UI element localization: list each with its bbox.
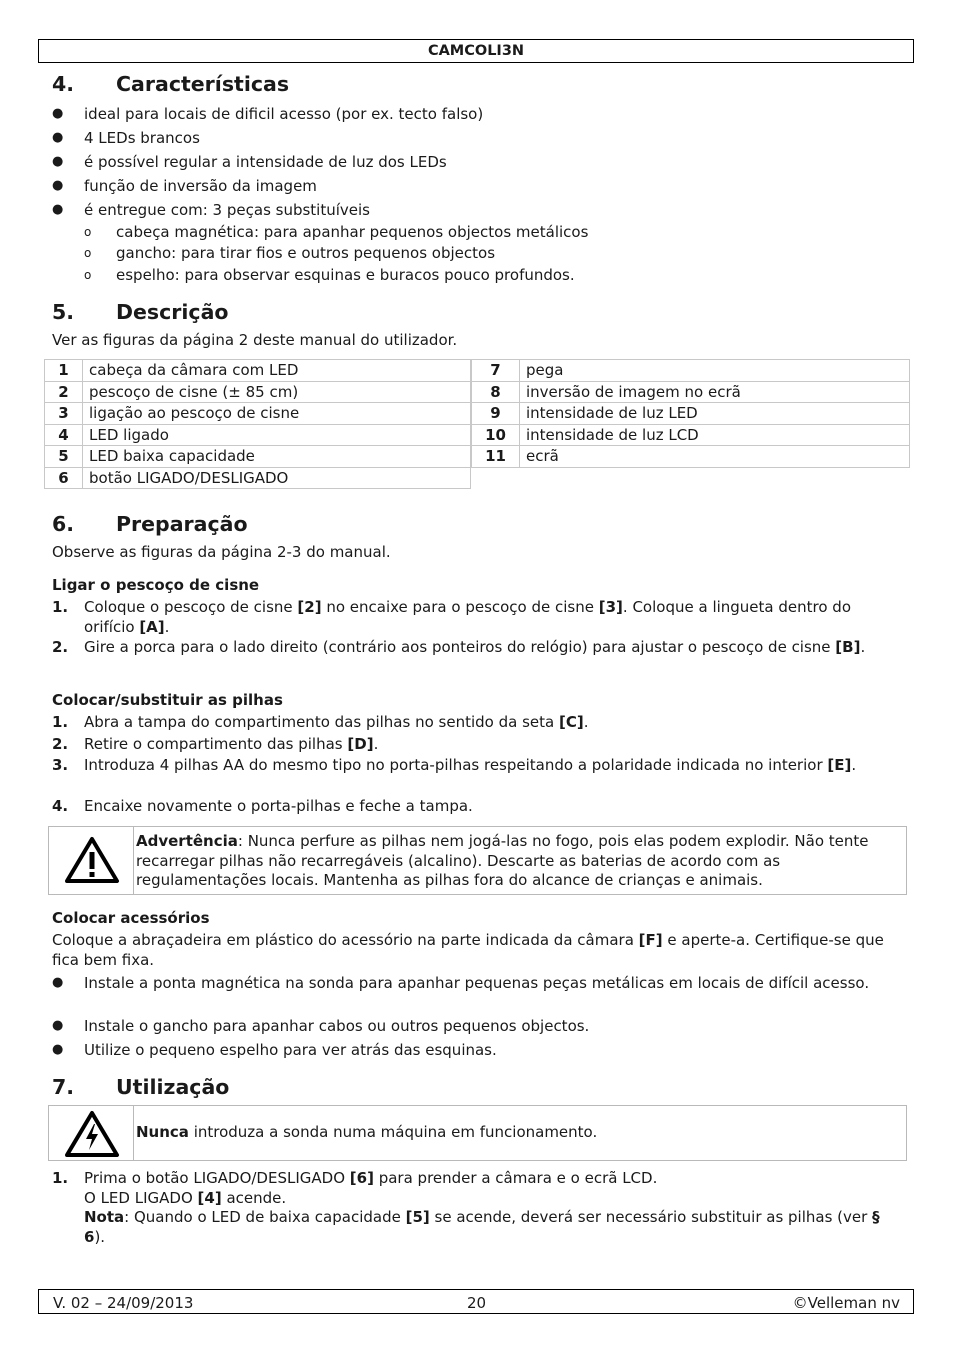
- subheading-accessories: Colocar acessórios: [52, 909, 210, 927]
- section-5-heading: 5. Descrição: [52, 300, 229, 324]
- table-row: 4 LED ligado: [45, 424, 471, 446]
- electric-hazard-icon: [64, 1110, 120, 1158]
- table-row: 10 intensidade de luz LCD: [472, 424, 910, 446]
- section-4-heading: 4. Características: [52, 72, 290, 96]
- warning-box: [48, 826, 907, 895]
- table-row: 6 botão LIGADO/DESLIGADO: [45, 467, 471, 489]
- warning-triangle-icon: [64, 836, 120, 884]
- version-date: V. 02 – 24/09/2013: [53, 1294, 194, 1312]
- section-6-intro: Observe as figuras da página 2-3 do manual.: [52, 543, 391, 561]
- copyright: ©Velleman nv: [792, 1294, 900, 1312]
- table-row: 11 ecrã: [472, 446, 910, 468]
- subheading-gooseneck: Ligar o pescoço de cisne: [52, 576, 260, 594]
- page-header: [38, 39, 914, 63]
- parts-table-left: [44, 359, 471, 489]
- table-row: 8 inversão de imagem no ecrã: [472, 381, 910, 403]
- accessories-intro: Coloque a abraçadeira em plástico do acessório na parte indicada da câmara [F] e aperte-a. Certifique-se que fica bem fixa.: [52, 931, 884, 969]
- subheading-batteries: Colocar/substituir as pilhas: [52, 691, 283, 709]
- model-name: CAMCOLI3N: [427, 43, 525, 59]
- table-row: 3 ligação ao pescoço de cisne: [45, 403, 471, 425]
- section-5-intro: Ver as figuras da página 2 deste manual do utilizador.: [52, 331, 458, 349]
- table-row: 1 cabeça da câmara com LED: [45, 360, 471, 382]
- table-row: 7 pega: [472, 360, 910, 382]
- page-number: 20: [467, 1294, 487, 1312]
- page-footer: [38, 1289, 914, 1314]
- table-row: 2 pescoço de cisne (± 85 cm): [45, 381, 471, 403]
- section-7-heading: 7. Utilização: [52, 1075, 230, 1099]
- warning-text: Advertência: Nunca perfure as pilhas nem jogá-las no fogo, pois elas podem explodir. Não tente recarregar pilhas não recarregáveis (alcalino). Descarte as baterias de acordo com as regulamentações locais. Mantenha as pilhas fora do alcance de crianças e animais.: [136, 832, 869, 889]
- parts-table-right: [471, 359, 910, 468]
- danger-box: [48, 1105, 907, 1161]
- danger-text: Nunca introduza a sonda numa máquina em funcionamento.: [136, 1123, 598, 1141]
- table-row: 9 intensidade de luz LED: [472, 403, 910, 425]
- table-row: 5 LED baixa capacidade: [45, 446, 471, 468]
- section-6-heading: 6. Preparação: [52, 512, 248, 536]
